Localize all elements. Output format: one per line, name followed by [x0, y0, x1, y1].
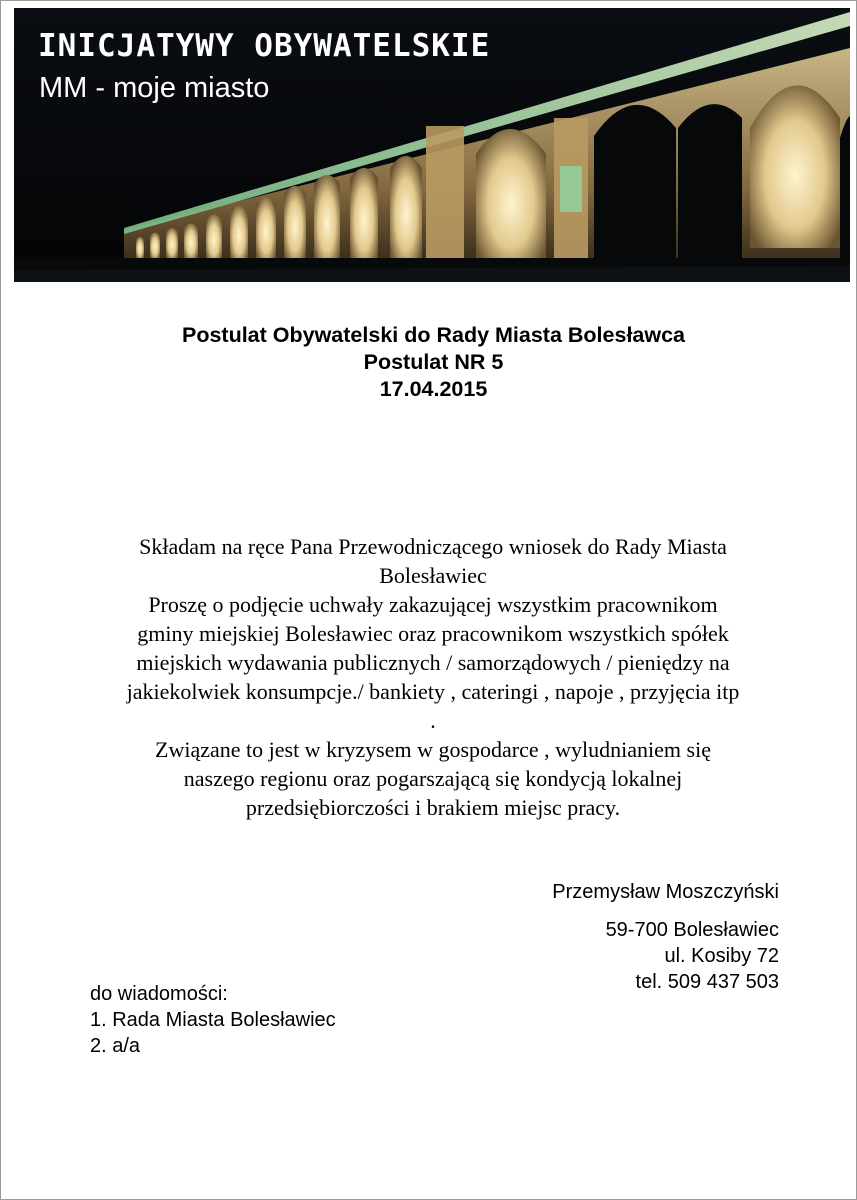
- copy-to-item: 1. Rada Miasta Bolesławiec: [90, 1009, 336, 1031]
- heading-date: 17.04.2015: [379, 377, 488, 401]
- copy-to-section: [90, 981, 336, 1059]
- body-line: naszego regionu oraz pogarszającą się kondycją lokalnej: [183, 766, 683, 791]
- copy-to-label: do wiadomości:: [90, 983, 228, 1005]
- address-line: 59-700 Bolesławiec: [605, 919, 779, 941]
- copy-to-item: 2. a/a: [90, 1035, 141, 1057]
- signature-address: [606, 917, 779, 995]
- body-line: .: [430, 708, 436, 733]
- body-line: jakiekolwiek konsumpcje./ bankiety , cateringi , napoje , przyjęcia itp: [126, 679, 740, 704]
- body-line: Bolesławiec: [379, 563, 487, 588]
- body-line: Związane to jest w kryzysem w gospodarce , wyludnianiem się: [155, 737, 711, 762]
- body-line: przedsiębiorczości i brakiem miejsc pracy.: [245, 795, 621, 820]
- signature-name: Przemysław Moszczyński: [552, 881, 779, 903]
- document-heading: [0, 322, 857, 403]
- address-line: ul. Kosiby 72: [664, 945, 779, 967]
- heading-number: Postulat NR 5: [363, 350, 504, 374]
- address-line: tel. 509 437 503: [635, 971, 779, 993]
- body-line: miejskich wydawania publicznych / samorządowych / pieniędzy na: [136, 650, 730, 675]
- header-banner: [14, 8, 850, 282]
- banner-subtitle: MM - moje miasto: [39, 72, 270, 104]
- body-line: Składam na ręce Pana Przewodniczącego wniosek do Rady Miasta: [139, 534, 727, 559]
- body-line: Proszę o podjęcie uchwały zakazującej wszystkim pracownikom: [148, 592, 718, 617]
- petition-body: [52, 532, 814, 822]
- banner-title: INICJATYWY OBYWATELSKIE: [38, 28, 491, 64]
- heading-title: Postulat Obywatelski do Rady Miasta Bolesławca: [181, 323, 686, 347]
- body-line: gminy miejskiej Bolesławiec oraz pracownikom wszystkich spółek: [137, 621, 729, 646]
